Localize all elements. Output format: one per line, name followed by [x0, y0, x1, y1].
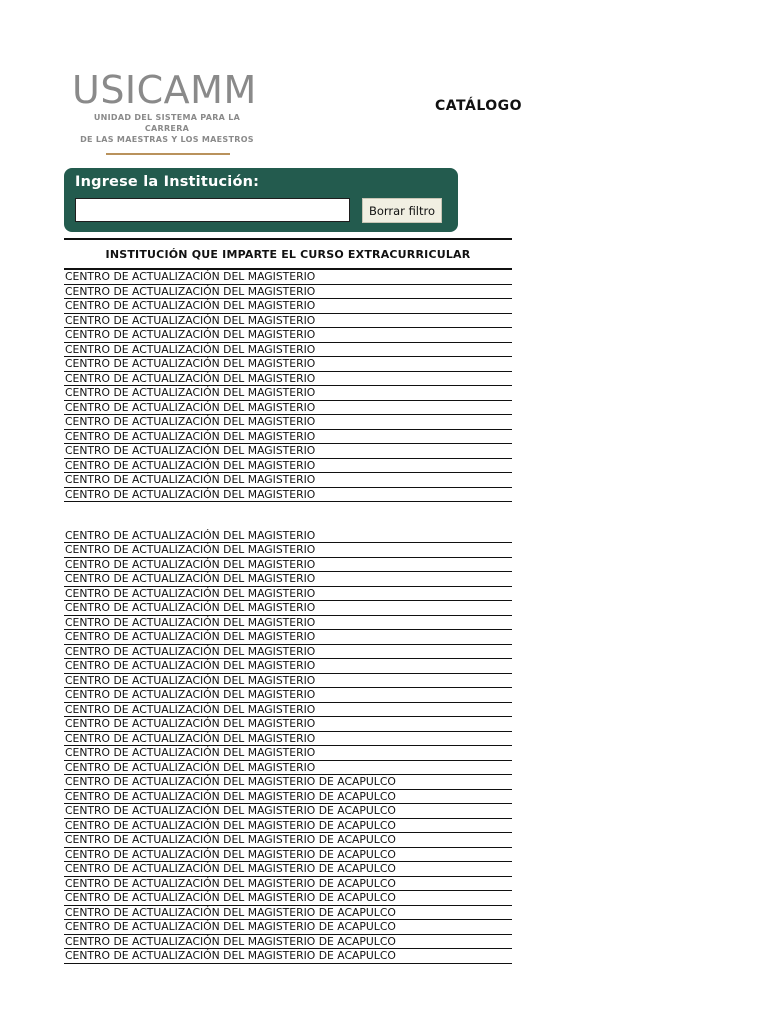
table-row: CENTRO DE ACTUALIZACIÓN DEL MAGISTERIO: [64, 270, 512, 285]
table-row: CENTRO DE ACTUALIZACIÓN DEL MAGISTERIO: [64, 328, 512, 343]
table-row: CENTRO DE ACTUALIZACIÓN DEL MAGISTERIO: [64, 299, 512, 314]
table-row: CENTRO DE ACTUALIZACIÓN DEL MAGISTERIO: [64, 372, 512, 387]
table-row: CENTRO DE ACTUALIZACIÓN DEL MAGISTERIO: [64, 659, 512, 674]
table-row: CENTRO DE ACTUALIZACIÓN DEL MAGISTERIO DE ACAPULCO: [64, 775, 512, 790]
logo-wordmark: USICAMM: [72, 68, 257, 112]
table-row: CENTRO DE ACTUALIZACIÓN DEL MAGISTERIO: [64, 732, 512, 747]
institution-table: [64, 238, 512, 964]
table-row: CENTRO DE ACTUALIZACIÓN DEL MAGISTERIO DE ACAPULCO: [64, 949, 512, 964]
table-row: CENTRO DE ACTUALIZACIÓN DEL MAGISTERIO DE ACAPULCO: [64, 920, 512, 935]
institution-filter-panel: [64, 168, 458, 232]
institution-search-input[interactable]: [75, 198, 350, 222]
table-row: CENTRO DE ACTUALIZACIÓN DEL MAGISTERIO: [64, 674, 512, 689]
table-row: CENTRO DE ACTUALIZACIÓN DEL MAGISTERIO: [64, 616, 512, 631]
clear-filter-button[interactable]: Borrar filtro: [362, 198, 442, 223]
filter-label: Ingrese la Institución:: [75, 174, 260, 190]
table-row: CENTRO DE ACTUALIZACIÓN DEL MAGISTERIO: [64, 543, 512, 558]
table-row: CENTRO DE ACTUALIZACIÓN DEL MAGISTERIO: [64, 459, 512, 474]
table-row: CENTRO DE ACTUALIZACIÓN DEL MAGISTERIO DE ACAPULCO: [64, 848, 512, 863]
table-row: CENTRO DE ACTUALIZACIÓN DEL MAGISTERIO: [64, 473, 512, 488]
catalog-title: CATÁLOGO: [435, 98, 523, 114]
table-row: CENTRO DE ACTUALIZACIÓN DEL MAGISTERIO DE ACAPULCO: [64, 906, 512, 921]
table-row: CENTRO DE ACTUALIZACIÓN DEL MAGISTERIO DE ACAPULCO: [64, 877, 512, 892]
table-row: CENTRO DE ACTUALIZACIÓN DEL MAGISTERIO: [64, 587, 512, 602]
table-row: CENTRO DE ACTUALIZACIÓN DEL MAGISTERIO: [64, 285, 512, 300]
table-row: CENTRO DE ACTUALIZACIÓN DEL MAGISTERIO DE ACAPULCO: [64, 862, 512, 877]
table-row: CENTRO DE ACTUALIZACIÓN DEL MAGISTERIO: [64, 688, 512, 703]
table-header: INSTITUCIÓN QUE IMPARTE EL CURSO EXTRACURRICULAR: [64, 238, 512, 270]
table-row: CENTRO DE ACTUALIZACIÓN DEL MAGISTERIO: [64, 558, 512, 573]
table-row: CENTRO DE ACTUALIZACIÓN DEL MAGISTERIO: [64, 488, 512, 503]
table-row: CENTRO DE ACTUALIZACIÓN DEL MAGISTERIO: [64, 761, 512, 776]
table-row: CENTRO DE ACTUALIZACIÓN DEL MAGISTERIO: [64, 415, 512, 430]
table-row: CENTRO DE ACTUALIZACIÓN DEL MAGISTERIO: [64, 529, 512, 544]
table-row: CENTRO DE ACTUALIZACIÓN DEL MAGISTERIO DE ACAPULCO: [64, 804, 512, 819]
logo-subtitle-line1: UNIDAD DEL SISTEMA PARA LA CARRERA: [93, 113, 241, 133]
table-rows: [64, 270, 512, 964]
table-row: CENTRO DE ACTUALIZACIÓN DEL MAGISTERIO: [64, 444, 512, 459]
table-row: CENTRO DE ACTUALIZACIÓN DEL MAGISTERIO: [64, 357, 512, 372]
table-row: CENTRO DE ACTUALIZACIÓN DEL MAGISTERIO: [64, 401, 512, 416]
table-row: CENTRO DE ACTUALIZACIÓN DEL MAGISTERIO: [64, 746, 512, 761]
table-row: CENTRO DE ACTUALIZACIÓN DEL MAGISTERIO DE ACAPULCO: [64, 891, 512, 906]
table-row: CENTRO DE ACTUALIZACIÓN DEL MAGISTERIO DE ACAPULCO: [64, 833, 512, 848]
logo-subtitle-line2: DE LAS MAESTRAS Y LOS MAESTROS: [80, 135, 254, 144]
table-row: CENTRO DE ACTUALIZACIÓN DEL MAGISTERIO: [64, 314, 512, 329]
logo-underline: [106, 153, 230, 155]
table-row: CENTRO DE ACTUALIZACIÓN DEL MAGISTERIO: [64, 430, 512, 445]
table-row: CENTRO DE ACTUALIZACIÓN DEL MAGISTERIO DE ACAPULCO: [64, 790, 512, 805]
table-row: CENTRO DE ACTUALIZACIÓN DEL MAGISTERIO DE ACAPULCO: [64, 935, 512, 950]
table-row: CENTRO DE ACTUALIZACIÓN DEL MAGISTERIO: [64, 343, 512, 358]
table-row: CENTRO DE ACTUALIZACIÓN DEL MAGISTERIO DE ACAPULCO: [64, 819, 512, 834]
table-row: CENTRO DE ACTUALIZACIÓN DEL MAGISTERIO: [64, 703, 512, 718]
table-row: CENTRO DE ACTUALIZACIÓN DEL MAGISTERIO: [64, 630, 512, 645]
table-row: CENTRO DE ACTUALIZACIÓN DEL MAGISTERIO: [64, 572, 512, 587]
table-row: CENTRO DE ACTUALIZACIÓN DEL MAGISTERIO: [64, 601, 512, 616]
table-row: CENTRO DE ACTUALIZACIÓN DEL MAGISTERIO: [64, 386, 512, 401]
usicamm-logo: [72, 68, 268, 155]
table-row: CENTRO DE ACTUALIZACIÓN DEL MAGISTERIO: [64, 645, 512, 660]
table-row-spacer: [64, 502, 512, 529]
table-row: CENTRO DE ACTUALIZACIÓN DEL MAGISTERIO: [64, 717, 512, 732]
